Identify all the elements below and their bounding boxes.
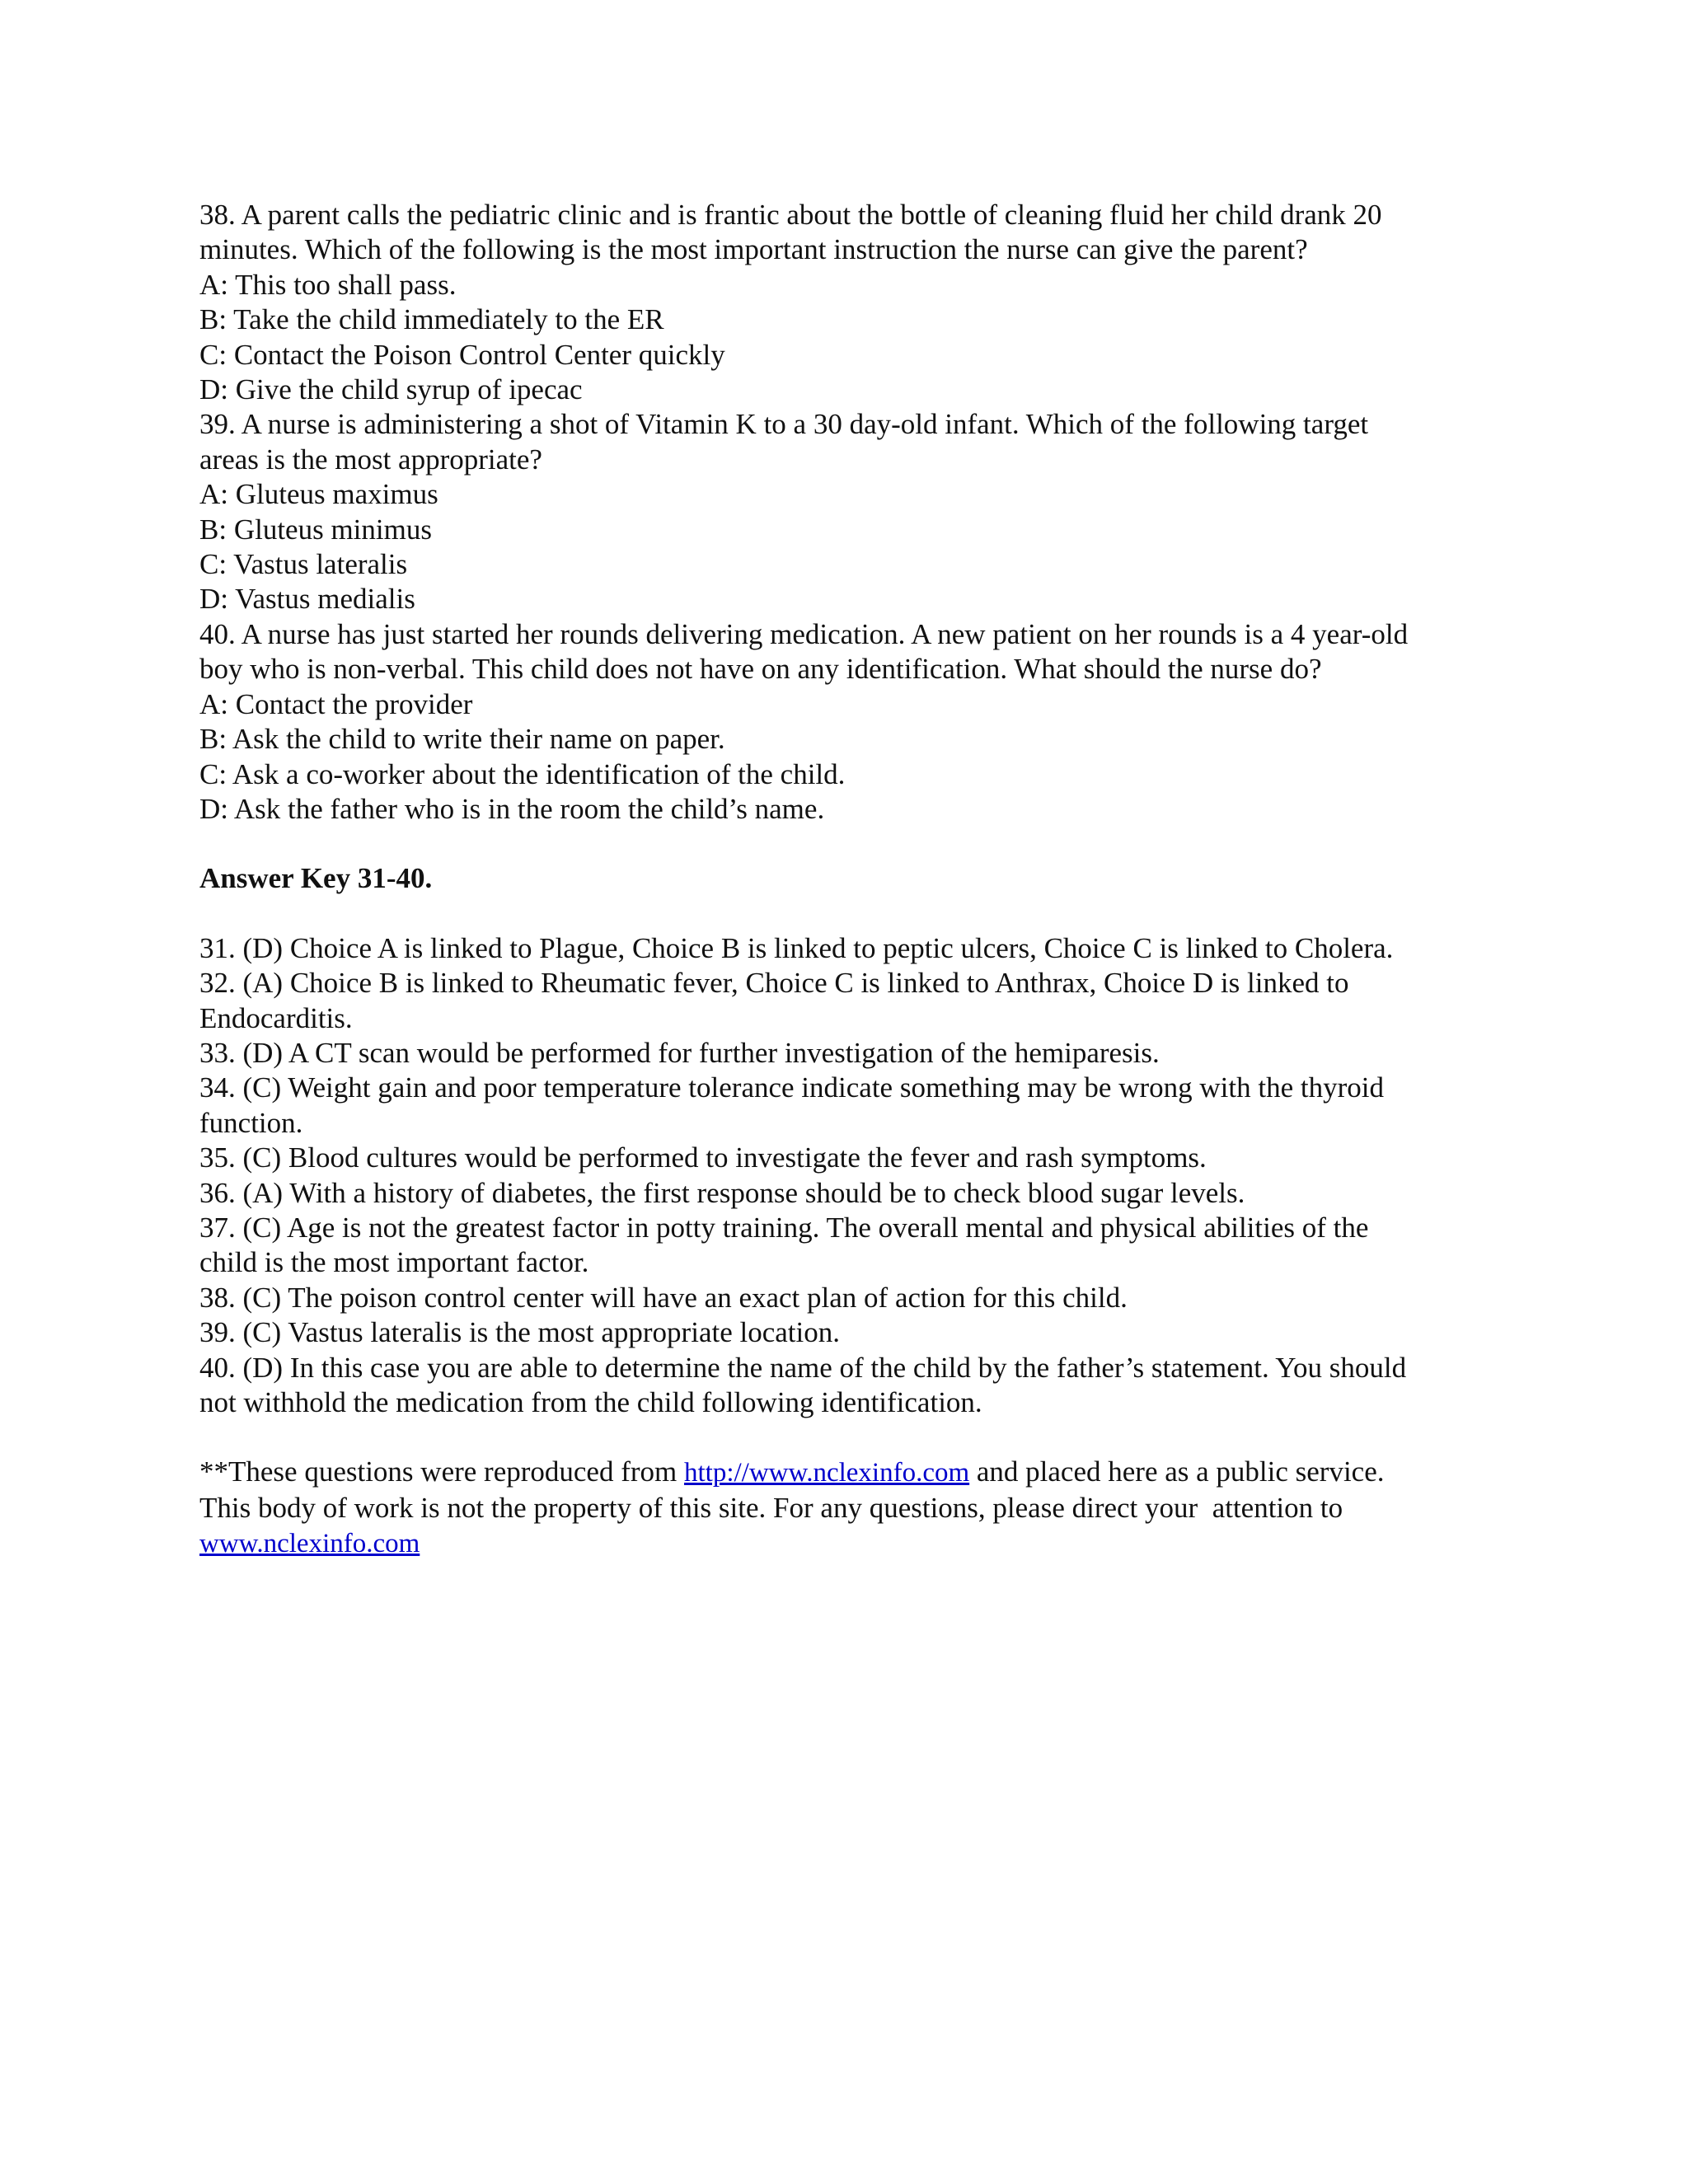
footer-suffix: and placed here as a public service. [969,1455,1385,1488]
question-stem: 39. A nurse is administering a shot of Vitamin K to a 30 day-old infant. Which of the following target [199,408,1369,441]
answer-key-line: not withhold the medication from the child following identification. [199,1386,982,1418]
answer-key-line: 37. (C) Age is not the greatest factor in potty training. The overall mental and physical abilities of the [199,1211,1369,1244]
question-39 [199,407,1551,616]
answer-key-heading: Answer Key 31-40. [199,862,433,895]
spacer [199,1420,1551,1455]
answer-option: D: Vastus medialis [199,583,415,616]
footer-line-3 [199,1526,1551,1561]
answer-key-line: 33. (D) A CT scan would be performed for further investigation of the hemiparesis. [199,1036,1160,1069]
question-stem: minutes. Which of the following is the most important instruction the nurse can give the parent? [199,233,1308,266]
answer-key-line: 34. (C) Weight gain and poor temperature tolerance indicate something may be wrong with the thyroid [199,1071,1384,1104]
answer-key-line: 31. (D) Choice A is linked to Plague, Choice B is linked to peptic ulcers, Choice C is linked to Cholera. [199,931,1394,964]
answer-key-line: 32. (A) Choice B is linked to Rheumatic fever, Choice C is linked to Anthrax, Choice D is linked to [199,967,1349,1000]
question-stem: 38. A parent calls the pediatric clinic and is frantic about the bottle of cleaning fluid her child drank 20 [199,199,1382,231]
question-40 [199,617,1551,827]
nclexinfo-url-link[interactable]: http://www.nclexinfo.com [684,1458,970,1488]
answer-option: D: Give the child syrup of ipecac [199,373,583,406]
answer-key-line: function. [199,1106,303,1139]
answer-option: B: Take the child immediately to the ER [199,303,664,336]
answer-option: C: Vastus lateralis [199,548,408,581]
question-38 [199,198,1551,407]
answer-key-line: 38. (C) The poison control center will have an exact plan of action for this child. [199,1281,1128,1314]
nclexinfo-site-link[interactable]: www.nclexinfo.com [199,1529,420,1559]
answer-key-line: 40. (D) In this case you are able to determine the name of the child by the father’s statement. You should [199,1351,1407,1384]
footer-prefix: **These questions were reproduced from [199,1455,684,1488]
answer-key-list [199,931,1551,1421]
answer-key-line: Endocarditis. [199,1001,353,1034]
answer-key-line: 35. (C) Blood cultures would be performed to investigate the fever and rash symptoms. [199,1141,1207,1174]
question-stem: boy who is non-verbal. This child does not have on any identification. What should the nurse do? [199,653,1322,686]
question-stem: areas is the most appropriate? [199,443,542,476]
answer-option: A: This too shall pass. [199,268,457,301]
footer-line-2: This body of work is not the property of this site. For any questions, please direct your attention to [199,1491,1343,1524]
answer-option: C: Ask a co-worker about the identification of the child. [199,757,846,790]
answer-key-line: 36. (A) With a history of diabetes, the first response should be to check blood sugar levels. [199,1176,1245,1209]
question-stem: 40. A nurse has just started her rounds delivering medication. A new patient on her rounds is a 4 year-old [199,617,1409,650]
answer-key-line: 39. (C) Vastus lateralis is the most appropriate location. [199,1316,840,1349]
answer-option: A: Contact the provider [199,687,473,720]
document-page [199,198,1551,1562]
answer-option: C: Contact the Poison Control Center quickly [199,338,725,371]
footer-line-1 [199,1455,1551,1490]
answer-key-line: child is the most important factor. [199,1246,589,1279]
answer-option: B: Ask the child to write their name on paper. [199,723,725,756]
answer-option: A: Gluteus maximus [199,478,438,511]
answer-option: B: Gluteus minimus [199,513,432,546]
footer-note [199,1455,1551,1561]
answer-option: D: Ask the father who is in the room the child’s name. [199,792,825,825]
